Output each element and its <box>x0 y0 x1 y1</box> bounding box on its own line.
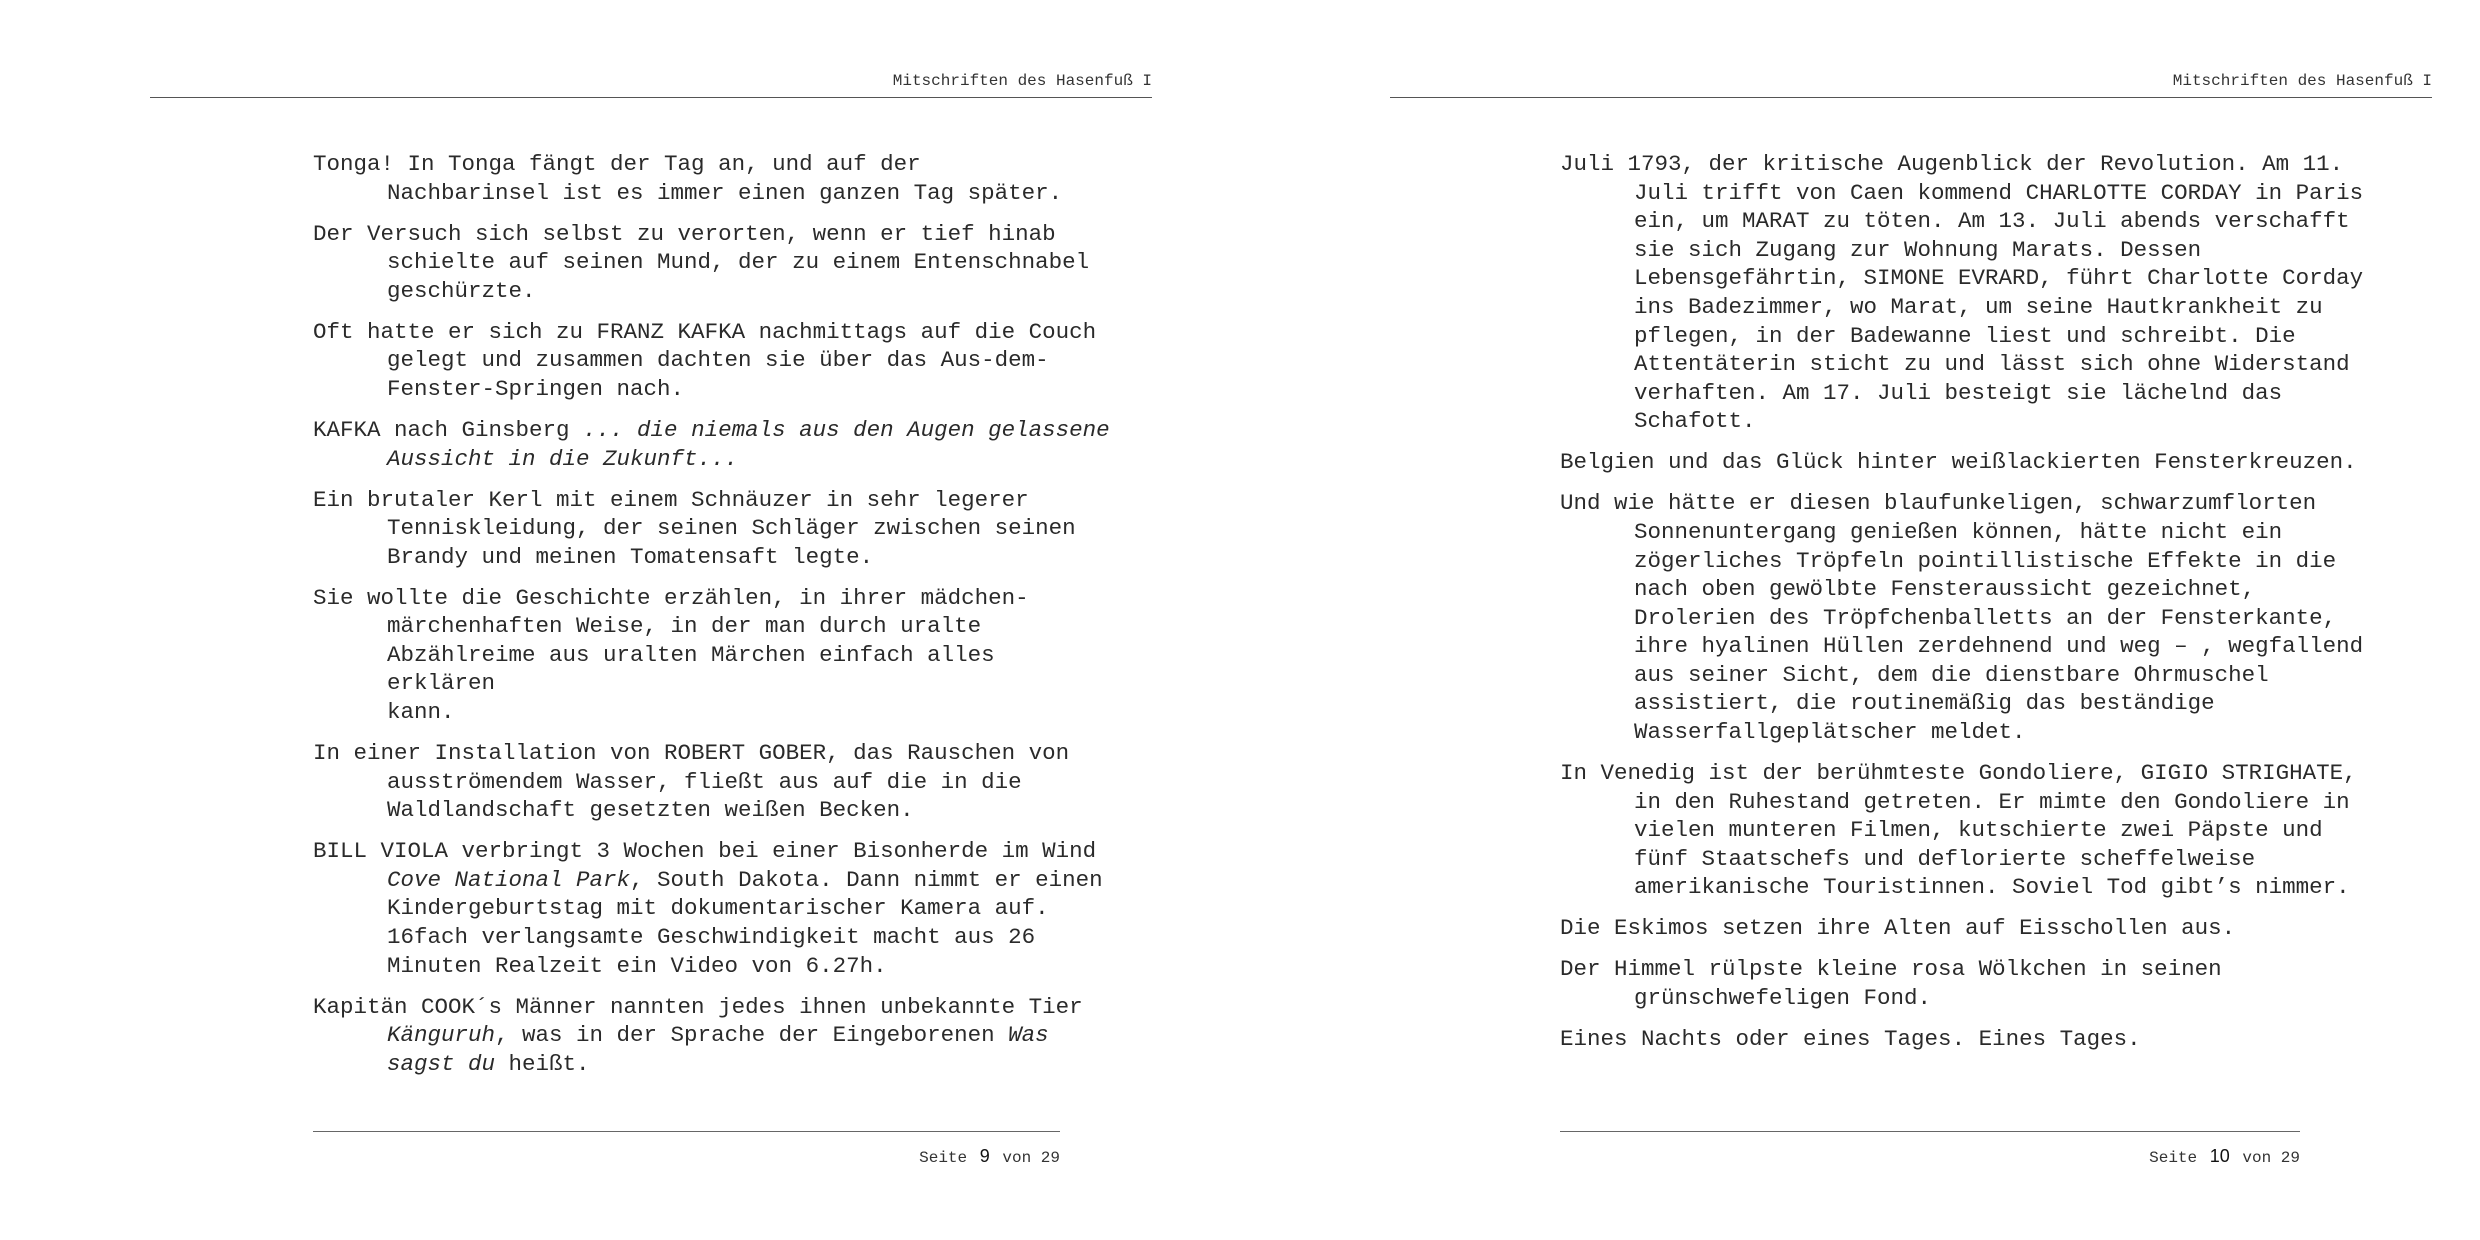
paragraph <box>1560 1025 2380 1054</box>
footer-rule-left <box>313 1131 1060 1132</box>
italic-text: ... die niemals aus den Augen gelassene Aussicht in die Zukunft... <box>387 416 1110 472</box>
text-run: Und wie hätte er diesen blaufunkeligen, schwarzumflorten Sonnenuntergang genießen können, hätte nicht ein zögerliches Tröpfeln pointillistische Effekte in die nach oben gewölbte Fensteraussicht gezeichnet, Drolerien des Tröpfchenballetts an der Fensterkante, ihre hyalinen Hüllen zerdehnend und weg – , wegfallend aus seiner Sicht, dem die dienstbare Ohrmuschel assistiert, die routinemäßig das beständige Wasserfallgeplätscher meldet. <box>1560 490 2364 746</box>
running-head-left: Mitschriften des Hasenfuß I <box>892 72 1152 90</box>
text-run: , was in der Sprache der Eingeborenen <box>495 1022 1009 1049</box>
italic-text: Känguruh <box>387 1022 496 1049</box>
paragraph <box>313 318 1113 404</box>
text-run: Tonga! In Tonga fängt der Tag an, und auf der Nachbarinsel ist es immer einen ganzen Tag später. <box>313 151 1063 206</box>
text-run: Juli 1793, der kritische Augenblick der Revolution. Am 11. Juli trifft von Caen kommend CHARLOTTE CORDAY in Paris ein, um MARAT zu töten. Am 13. Juli abends verschafft sie sich Zugang zur Wohnung Marats. Dessen Lebensgefährtin, SIMONE EVRARD, führt Charlotte Corday ins Badezimmer, wo Marat, um seine Hautkrankheit zu pflegen, in der Badewanne liest und schreibt. Die Attentäterin sticht zu und lässt sich ohne Widerstand verhaften. Am 17. Juli besteigt sie lächelnd das Schafott. <box>1560 151 2364 435</box>
page-of-label: von <box>2242 1149 2272 1167</box>
footer-rule-right <box>1560 1131 2300 1132</box>
italic-text: Cove National Park <box>387 866 631 893</box>
page-number-right <box>1560 1146 2300 1167</box>
text-run: BILL VIOLA verbringt 3 Wochen bei einer Bisonherde im Wind <box>313 838 1097 865</box>
header-rule-left <box>150 97 1152 98</box>
text-run: KAFKA nach Ginsberg <box>313 416 584 443</box>
header-rule-right <box>1390 97 2432 98</box>
total-pages: 29 <box>1040 1149 1060 1167</box>
paragraph <box>313 416 1113 473</box>
text-run: In Venedig ist der berühmteste Gondoliere, GIGIO STRIGHATE, in den Ruhestand getreten. Er mimte den Gondoliere in vielen munteren Filmen, kutschierte zwei Päpste und fünf Staatschefs und deflorierte scheffelweise amerikanische Touristinnen. Soviel Tod gibt’s nimmer. <box>1560 760 2357 901</box>
current-page-number: 9 <box>979 1146 990 1166</box>
right-page <box>1240 0 2480 1240</box>
text-run: Sie wollte die Geschichte erzählen, in ihrer mädchen- märchenhaften Weise, in der man durch uralte Abzählreime aus uralten Märchen einfach alles erklären kann. <box>313 584 1029 726</box>
paragraph <box>1560 150 2380 436</box>
page-label: Seite <box>2149 1149 2198 1167</box>
paragraph <box>313 584 1113 727</box>
current-page-number: 10 <box>2209 1146 2230 1166</box>
paragraph <box>1560 955 2380 1012</box>
paragraph <box>1560 489 2380 746</box>
paragraph <box>1560 759 2380 902</box>
paragraph <box>313 739 1113 825</box>
body-text-left <box>313 150 1113 1091</box>
paragraph <box>313 150 1113 207</box>
running-head-right: Mitschriften des Hasenfuß I <box>2172 72 2432 90</box>
paragraph <box>313 220 1113 306</box>
text-run: Ein brutaler Kerl mit einem Schnäuzer in sehr legerer Tenniskleidung, der seinen Schläger zwischen seinen Brandy und meinen Tomatensaft legte. <box>313 486 1076 570</box>
page-of-label: von <box>1002 1149 1032 1167</box>
paragraph <box>1560 914 2380 943</box>
text-run: Die Eskimos setzen ihre Alten auf Eisschollen aus. <box>1560 915 2236 942</box>
page-label: Seite <box>919 1149 968 1167</box>
paragraph <box>1560 448 2380 477</box>
text-run: Belgien und das Glück hinter weißlackierten Fensterkreuzen. <box>1560 449 2357 476</box>
text-run: Eines Nachts oder eines Tages. Eines Tages. <box>1560 1025 2141 1052</box>
body-text-right <box>1560 150 2380 1066</box>
text-run: , South Dakota. Dann nimmt er einen Kindergeburtstag mit dokumentarischer Kamera auf. 16fach verlangsamte Geschwindigkeit macht aus 26 Minuten Realzeit ein Video von 6.27h. <box>387 866 1103 979</box>
text-run: Der Himmel rülpste kleine rosa Wölkchen in seinen grünschwefeligen Fond. <box>1560 956 2222 1011</box>
text-run: Oft hatte er sich zu FRANZ KAFKA nachmittags auf die Couch gelegt und zusammen dachten sie über das Aus-dem- Fenster-Springen nach. <box>313 318 1097 402</box>
paragraph <box>313 993 1113 1079</box>
italic-text: Was sagst du <box>387 1022 1049 1077</box>
paragraph <box>313 486 1113 572</box>
page-number-left <box>313 1146 1060 1167</box>
total-pages: 29 <box>2280 1149 2300 1167</box>
text-run: Der Versuch sich selbst zu verorten, wenn er tief hinab schielte auf seinen Mund, der zu einem Entenschnabel geschürzte. <box>313 220 1090 304</box>
paragraph <box>313 837 1113 980</box>
text-run: heißt. <box>495 1050 590 1077</box>
text-run: Kapitän COOK´s Männer nannten jedes ihnen unbekannte Tier <box>313 993 1083 1020</box>
text-run: In einer Installation von ROBERT GOBER, das Rauschen von ausströmendem Wasser, fließt aus auf die in die Waldlandschaft gesetzten weißen Becken. <box>313 740 1070 824</box>
